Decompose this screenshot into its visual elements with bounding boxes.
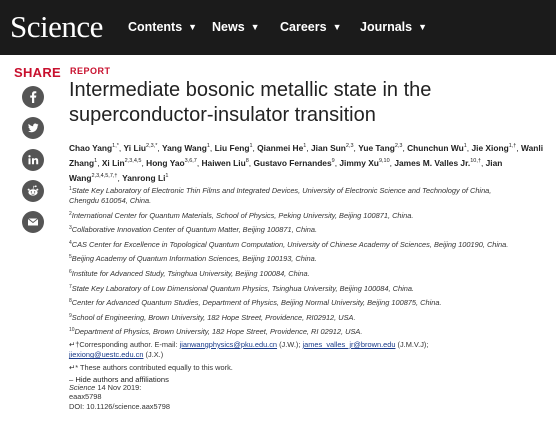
equal-contribution-note [69,363,549,373]
author-affiliation-marker: 1 [249,143,253,149]
author-name-text: Jie Xiong [471,143,509,153]
author-separator: , [334,158,340,169]
affiliation-text: Collaborative Innovation Center of Quantum Matter, Beijing 100871, China. [71,225,318,235]
reddit-icon [22,180,44,202]
author-affiliation-marker: 1,† [508,143,517,149]
author-affiliation-marker: 9,10 [378,158,390,165]
share-linkedin-button[interactable] [22,149,44,171]
chevron-down-icon: ▼ [418,22,428,32]
author-separator: , [118,143,124,153]
author-name-text: Wanli Zhang [69,143,544,169]
author-separator: , [209,143,215,153]
author-name-text: Liu Feng [214,143,250,153]
author-separator: , [252,143,258,153]
author-affiliation-marker: 1 [463,143,467,149]
nav-contents-label: Contents [128,20,183,34]
author-affiliation-marker: 10,† [470,158,481,165]
author-separator: , [141,158,147,169]
author-separator: , [196,158,202,169]
affiliation-item [69,325,549,337]
chevron-down-icon: ▼ [250,22,260,32]
share-twitter-button[interactable] [22,117,44,139]
author-name[interactable] [202,158,249,168]
author-name[interactable] [471,143,516,153]
affiliation-item [69,252,549,264]
author-separator: , [402,143,408,153]
article-doi: DOI: 10.1126/science.aax5798 [69,401,170,411]
affiliation-text: CAS Center for Excellence in Topological Quantum Computation, University of Chinese Academy of Sciences, Beijing 100190, China. [71,239,509,249]
facebook-icon [22,86,44,108]
affiliation-item [69,223,549,235]
email-link[interactable]: james_valles_jr@brown.edu [302,339,396,349]
affiliation-text: Institute for Advanced Study, Tsinghua University, Beijing 100084, China. [71,268,310,278]
twitter-icon [22,117,44,139]
author-affiliation-marker: 2,3,4,5,7,† [91,173,118,180]
author-name[interactable] [394,158,481,168]
corresponding-marker: ↵† [69,339,80,349]
author-name[interactable] [253,158,334,168]
article-title [69,78,539,128]
author-separator: , [306,143,311,153]
corresponding-prefix: Corresponding author. E-mail: [79,339,180,349]
author-affiliation-marker: 2,3,* [146,143,158,149]
author-name-text: Qianmei He [257,143,304,153]
article-type-label: REPORT [70,66,111,76]
author-name[interactable] [339,158,389,168]
author-affiliation-marker: 2,3 [394,143,403,149]
share-facebook-button[interactable] [22,86,44,108]
publication-journal-line [69,383,170,392]
affiliation-number: 6 [69,268,72,275]
chevron-down-icon: ▼ [332,22,342,32]
affiliation-list [69,184,549,385]
affiliation-number: 7 [69,283,72,290]
affiliation-number: 1 [69,186,72,192]
author-separator: , [117,173,123,184]
affiliation-number: 5 [69,254,72,261]
author-name[interactable] [102,158,142,168]
nav-journals-label: Journals [360,20,413,34]
author-affiliation-marker: 1 [94,158,98,165]
author-name[interactable] [122,173,168,183]
affiliation-item [69,311,549,323]
email-link[interactable]: jiexiong@uestc.edu.cn [69,350,144,360]
author-affiliation-marker: 8 [245,158,249,165]
article-id: eaax5798 [69,392,102,402]
affiliation-number: 10 [69,327,75,334]
author-affiliation-marker: 1 [206,143,210,149]
author-name-text: Yi Liu [123,143,147,153]
article-title-line: Intermediate bosonic metallic state in the [69,79,432,101]
affiliation-number: 8 [69,298,72,305]
author-separator: , [516,143,521,153]
author-name-text: Chao Yang [69,143,113,153]
affiliation-number: 9 [69,312,72,319]
email-icon [22,211,44,233]
author-name-text: Chunchun Wu [407,143,464,153]
corresponding-name: (J.X.) [143,350,164,360]
affiliation-text: School of Engineering, Brown University, 182 Hope Street, Providence, RI02912, USA. [71,312,356,322]
affiliation-item [69,296,549,308]
hide-affiliations-toggle[interactable]: – Hide authors and affiliations [69,375,169,385]
author-list [69,140,544,186]
author-separator: , [353,143,359,153]
affiliation-item [69,282,549,294]
author-name-text: Xi Lin [101,158,125,169]
author-name-text: Jian Sun [310,143,346,153]
affiliation-text: Department of Physics, Brown University, 182 Hope Street, Providence, RI 02912, USA. [74,327,363,337]
author-name[interactable] [162,143,210,153]
affiliation-item [69,238,549,250]
nav-careers-label: Careers [280,20,327,34]
share-title: SHARE [14,65,62,80]
author-name[interactable] [257,143,306,153]
affiliation-item [69,267,549,279]
affiliation-text: State Key Laboratory of Electronic Thin Films and Integrated Devices, University of Electronic Science and Technology of China, [71,186,492,195]
affiliation-text: Chengdu 610054, China. [69,196,152,205]
affiliation-text: Beijing Academy of Quantum Information Sciences, Beijing 100193, China. [71,254,317,264]
author-affiliation-marker: 9 [331,158,335,165]
corresponding-author [69,340,549,360]
email-link[interactable]: jianwangphysics@pku.edu.cn [179,339,278,349]
author-name-text: Gustavo Fernandes [253,158,332,169]
share-reddit-button[interactable] [22,180,44,202]
author-name-text: Yanrong Li [122,173,166,184]
author-affiliation-marker: 2,3 [345,143,354,149]
contrib-marker: ↵* [69,363,79,373]
author-separator: , [466,143,472,153]
author-name[interactable] [69,143,119,153]
author-separator: , [389,158,395,169]
nav-journals[interactable] [360,19,427,35]
nav-news-label: News [212,20,245,34]
author-affiliation-marker: 1,* [112,143,119,149]
author-separator: , [157,143,163,153]
affiliation-text: International Center for Quantum Materials, School of Physics, Peking University, Beijing 100871, China. [71,210,414,220]
author-name[interactable] [124,143,158,153]
author-name[interactable] [215,143,253,153]
author-affiliation-marker: 2,3,4,5 [124,158,142,165]
contrib-text: These authors contributed equally to this work. [78,363,233,373]
site-header [0,0,556,55]
publication-info [69,383,170,411]
author-name-text: Yang Wang [162,143,207,153]
author-name-text: Haiwen Liu [201,158,246,169]
author-separator: , [248,158,254,169]
author-separator: , [480,158,486,169]
nav-careers[interactable] [280,19,342,35]
article-title-line: superconductor-insulator transition [69,104,376,126]
author-name-text: Jian Wang [69,158,503,184]
nav-contents[interactable] [128,19,197,35]
affiliation-text: State Key Laboratory of Low Dimensional Quantum Physics, Tsinghua University, Beijing 100084, China. [71,283,414,293]
author-name[interactable] [358,143,402,153]
linkedin-icon [22,149,44,171]
author-name[interactable] [146,158,197,168]
author-name-text: James M. Valles Jr. [394,158,471,169]
publication-date: 14 Nov 2019: [95,383,142,392]
author-affiliation-marker: 1 [165,173,169,180]
affiliation-number: 2 [69,210,72,217]
author-name[interactable] [407,143,467,153]
affiliation-number: 4 [69,239,72,246]
author-name-text: Yue Tang [358,143,395,153]
author-affiliation-marker: 1 [303,143,307,149]
corresponding-name: (J.M.V.J); [395,339,429,349]
author-name[interactable] [311,143,354,153]
affiliation-number: 3 [69,225,72,232]
nav-news[interactable] [212,19,260,35]
corresponding-name: (J.W.); [277,339,303,349]
chevron-down-icon: ▼ [188,22,198,32]
affiliation-text: Center for Advanced Quantum Studies, Department of Physics, Beijing Normal University, Beijing 100875, China. [71,298,442,308]
author-name-text: Jimmy Xu [339,158,379,169]
journal-name: Science [69,383,96,392]
author-affiliation-marker: 3,6,7 [184,158,197,165]
affiliation-item [69,209,549,221]
author-separator: , [97,158,102,169]
affiliation-item [69,184,549,206]
science-logo[interactable]: Science [10,9,103,44]
author-name-text: Hong Yao [146,158,185,169]
share-email-button[interactable] [22,211,44,233]
